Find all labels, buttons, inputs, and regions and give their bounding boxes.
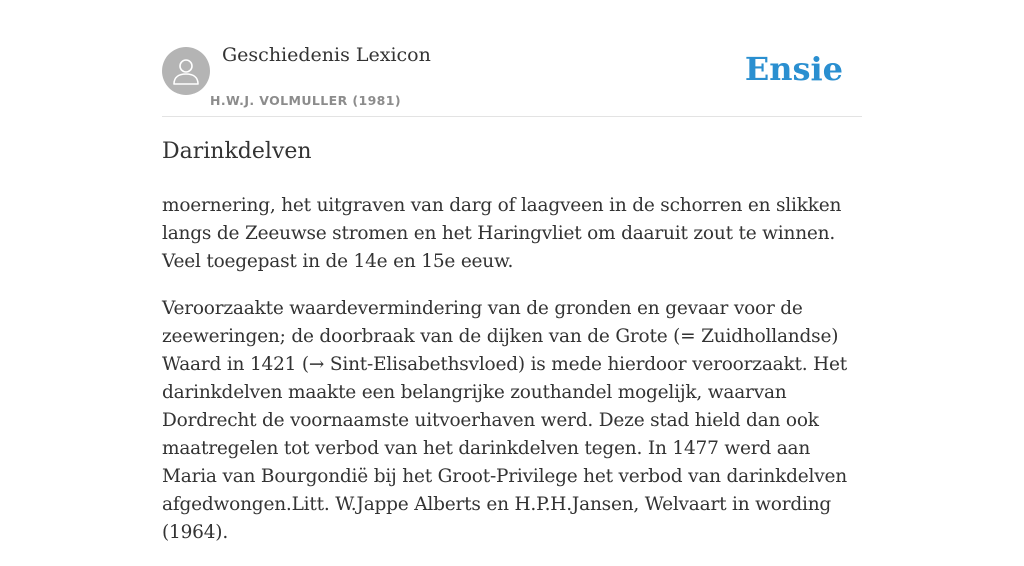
source-avatar[interactable] [162,47,210,95]
source-author[interactable]: H.W.J. VOLMULLER (1981) [210,93,401,108]
ensie-logo[interactable]: Ensie [744,50,843,88]
entry-title: Darinkdelven [162,139,312,164]
entry-paragraph: Veroorzaakte waardevermindering van de gronden en gevaar voor de zeeweringen; de doorbraak van de dijken van de Grote (= Zuidhollandse) Waard in 1421 (→ Sint-Elisabethsvloed) is mede hierdoor veroorzaakt. Het darinkdelven maakte een belangrijke zouthandel mogelijk, waarvan Dordrecht de voornaamste uitvoerhaven werd. Deze stad hield dan ook maatregelen tot verbod van het darinkdelven tegen. In 1477 werd aan Maria van Bourgondië bij het Groot-Privilege het verbod van darinkdelven afgedwongen.Litt. W.Jappe Alberts en H.P.H.Jansen, Welvaart in wording (1964). [162,298,847,543]
entry-paragraph: moernering, het uitgraven van darg of laagveen in de schorren en slikken langs de Zeeuwse stromen en het Haringvliet om daaruit zout te winnen. Veel toegepast in de 14e en 15e eeuw. [162,195,842,272]
entry-body [162,192,862,566]
source-header [162,0,862,117]
user-placeholder-icon [171,56,201,86]
source-title[interactable]: Geschiedenis Lexicon [222,44,431,66]
